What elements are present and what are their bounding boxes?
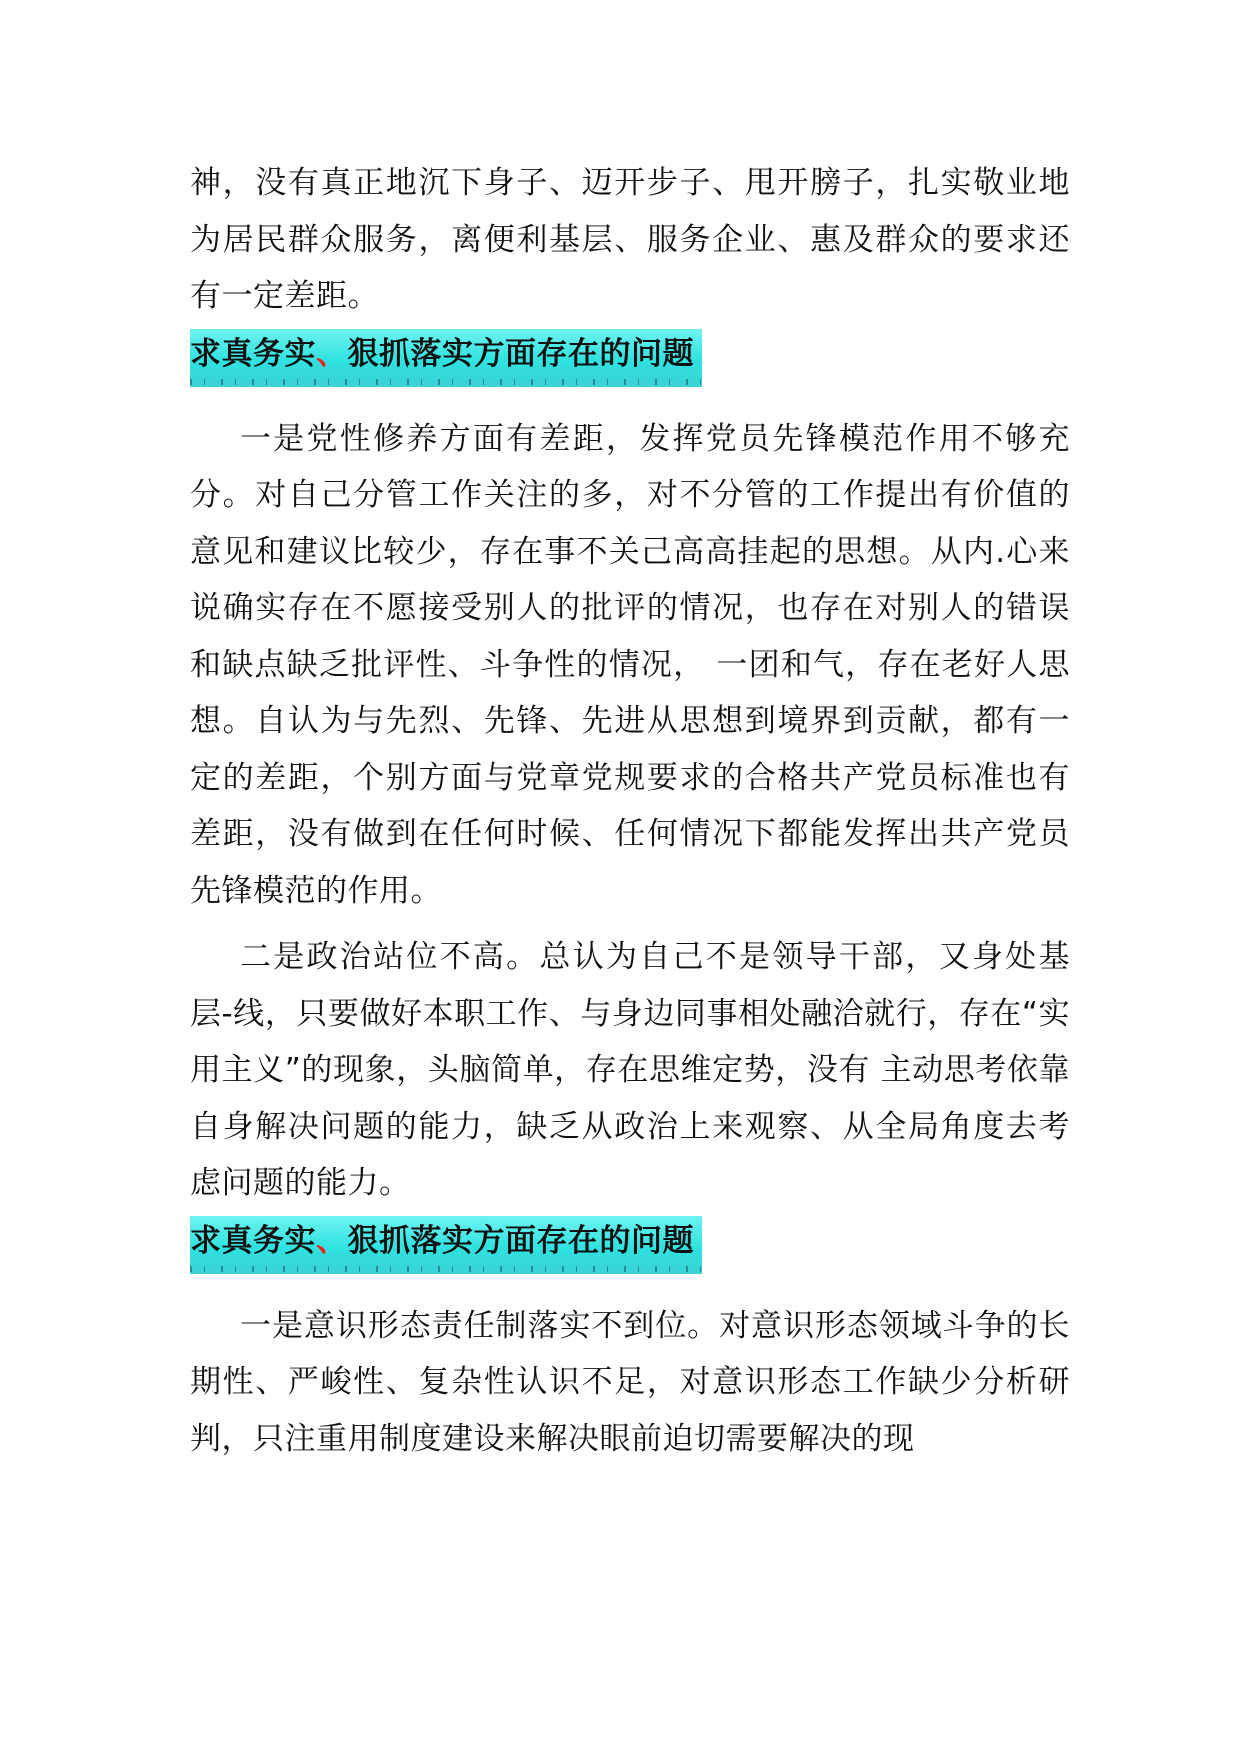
paragraph-political-stance: 二是政治站位不高。总认为自己不是领导干部，又身处基层-线，只要做好本职工作、与身边同事相处融洽就行，存在“实用主义”的现象，头脑简单，存在思维定势，没有 主动思考依靠自身解决问题的能力，缺乏从政治上来观察、从全局角度去考虑问题的能力。 xyxy=(190,939,1070,1201)
section-heading-1-part2: 狠抓落实方面存在的问题 xyxy=(347,335,694,372)
document-body xyxy=(190,155,1070,1467)
section-heading-2-separator: 、 xyxy=(316,1222,348,1259)
section-heading-2 xyxy=(190,1216,702,1274)
section-heading-2-part1: 求真务实 xyxy=(190,1222,316,1259)
section-heading-1-separator: 、 xyxy=(316,335,348,372)
section-heading-1-wrapper xyxy=(190,329,1070,387)
section-heading-2-part2: 狠抓落实方面存在的问题 xyxy=(347,1222,694,1259)
section-heading-2-wrapper xyxy=(190,1216,1070,1274)
paragraph-party-spirit: 一是党性修养方面有差距，发挥党员先锋模范作用不够充分。对自己分管工作关注的多，对不分管的工作提出有价值的意见和建议比较少，存在事不关己高高挂起的思想。从内.心来说确实存在不愿接受别人的批评的情况，也存在对别人的错误和缺点缺乏批评性、斗争性的情况， 一团和气，存在老好人思想。自认为与先烈、先锋、先进从思想到境界到贡献，都有一定的差距，个别方面与党章党规要求的合格共产党员标准也有差距，没有做到在任何时候、任何情况下都能发挥出共产党员先锋模范的作用。 xyxy=(190,420,1070,909)
section-heading-1 xyxy=(190,329,702,387)
paragraph-ideology-responsibility: 一是意识形态责任制落实不到位。对意识形态领域斗争的长期性、严峻性、复杂性认识不足，对意识形态工作缺少分析研判，只注重用制度建设来解决眼前迫切需要解决的现 xyxy=(190,1307,1070,1457)
paragraph-continuation: 神，没有真正地沉下身子、迈开步子、甩开膀子，扎实敬业地为居民群众服务，离便利基层、服务企业、惠及群众的要求还有一定差距。 xyxy=(190,165,1070,314)
section-heading-1-part1: 求真务实 xyxy=(190,335,316,372)
